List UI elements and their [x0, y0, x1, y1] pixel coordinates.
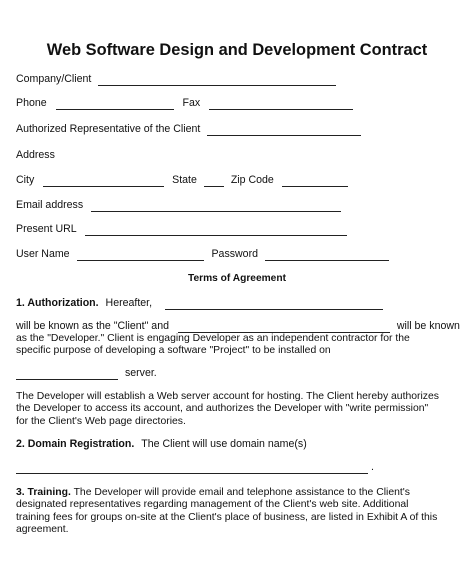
- s1-server-field[interactable]: [16, 368, 118, 380]
- user-label: User Name: [16, 248, 70, 260]
- s1-body: [16, 333, 464, 358]
- user-field[interactable]: [77, 249, 204, 261]
- phone-field[interactable]: [56, 98, 174, 110]
- hosting-paragraph: [16, 391, 464, 428]
- user-row: [16, 248, 389, 261]
- s1-line2b: will be known: [396, 320, 460, 332]
- rep-field[interactable]: [207, 124, 361, 136]
- state-label: State: [172, 174, 197, 186]
- s2-end: .: [370, 461, 374, 473]
- fax-label: Fax: [182, 97, 201, 109]
- address-row: [16, 149, 55, 162]
- zip-label: Zip Code: [230, 174, 274, 186]
- s1-line2: [16, 320, 460, 333]
- s1-line3: as the "Developer." Client is engaging Developer as an independent contractor for the: [16, 333, 410, 344]
- s1-line4: specific purpose of developing a software "Project" to be installed on: [16, 345, 331, 357]
- rep-row: [16, 123, 361, 136]
- s1-label: 1. Authorization.: [16, 297, 99, 309]
- city-row: [16, 174, 348, 187]
- s3-line2: designated representatives regarding management of the Client's web site. Additional: [16, 499, 409, 511]
- s1-line1: [16, 297, 383, 310]
- company-row: [16, 73, 336, 86]
- email-label: Email address: [16, 199, 84, 211]
- address-label: Address: [16, 149, 55, 161]
- terms-heading: Terms of Agreement: [188, 273, 286, 284]
- s3-line4: agreement.: [16, 524, 69, 536]
- s1-party-field[interactable]: [165, 298, 383, 310]
- password-field[interactable]: [265, 249, 389, 261]
- city-label: City: [16, 174, 35, 186]
- s3-paragraph: [16, 487, 464, 537]
- s1-lead: Hereafter,: [105, 297, 153, 309]
- s1-developer-field[interactable]: [178, 321, 390, 333]
- state-field[interactable]: [204, 175, 224, 187]
- rep-label: Authorized Representative of the Client: [16, 123, 201, 135]
- company-label: Company/Client: [16, 73, 92, 85]
- email-row: [16, 199, 341, 212]
- s2-domain-field[interactable]: [16, 462, 368, 474]
- s1-line5: [16, 367, 157, 380]
- zip-field[interactable]: [282, 175, 348, 187]
- hosting-line2: the Developer to access its account, and authorizes the Developer with "write permission": [16, 403, 429, 415]
- s1-line5-text: server.: [124, 367, 157, 379]
- city-field[interactable]: [43, 175, 164, 187]
- url-label: Present URL: [16, 223, 77, 235]
- phone-label: Phone: [16, 97, 47, 109]
- s3-line1: The Developer will provide email and telephone assistance to the Client's: [73, 487, 410, 498]
- hosting-line1: The Developer will establish a Web server account for hosting. The Client hereby authorizes: [16, 391, 439, 402]
- email-field[interactable]: [91, 200, 341, 212]
- s2-domain-line: [16, 461, 374, 474]
- s2-line: [16, 438, 307, 451]
- url-row: [16, 223, 347, 236]
- s2-label: 2. Domain Registration.: [16, 438, 135, 450]
- hosting-line3: for the Client's Web page directories.: [16, 415, 186, 427]
- s3-label: 3. Training.: [16, 487, 71, 498]
- s3-line3: training fees for groups on-site at the Client's place of business, are listed in Exhibit A of this: [16, 511, 438, 523]
- phone-fax-row: [16, 97, 353, 110]
- fax-field[interactable]: [209, 98, 353, 110]
- document-title: Web Software Design and Development Contract: [46, 41, 428, 59]
- s1-line2a: will be known as the "Client" and: [16, 320, 169, 332]
- s2-text: The Client will use domain name(s): [141, 438, 307, 450]
- url-field[interactable]: [85, 224, 347, 236]
- password-label: Password: [211, 248, 258, 260]
- company-field[interactable]: [98, 74, 336, 86]
